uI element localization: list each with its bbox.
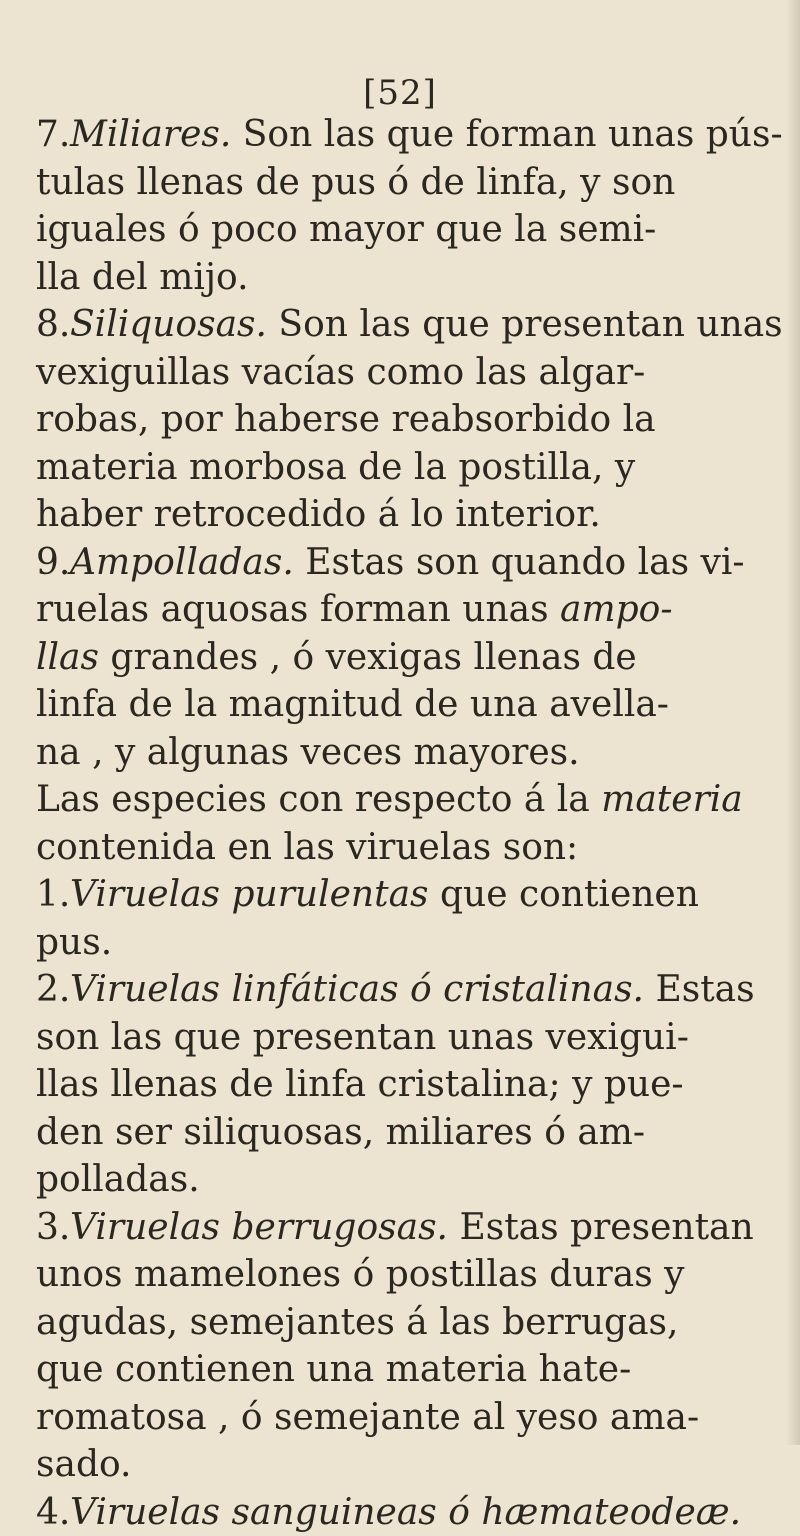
entry-text: materia morbosa de la postilla, y — [104, 444, 788, 492]
entry-text: haber retrocedido á lo interior. — [104, 491, 788, 539]
species-text: que contienen — [429, 874, 699, 915]
entry-text: iguales ó poco mayor que la semi- — [104, 206, 788, 254]
species-text: Estas presentan — [448, 1207, 754, 1248]
page-number: [52] — [0, 70, 800, 118]
species-number: 4. — [36, 1489, 70, 1536]
species-text: romatosa , ó semejante al yeso ama- — [104, 1394, 788, 1442]
species-term: Viruelas berrugosas. — [70, 1207, 448, 1248]
intro-text: Las especies con respecto á la — [36, 779, 601, 820]
entry-text: grandes , ó vexigas llenas de — [99, 637, 637, 678]
entry-7 — [36, 111, 788, 301]
species-text: Estas — [644, 969, 755, 1010]
species-term: Viruelas linfáticas ó cristalinas. — [70, 969, 644, 1010]
species-text: unos mamelones ó postillas duras y — [104, 1251, 788, 1299]
page-body — [36, 111, 788, 1536]
entry-number: 9. — [36, 539, 70, 587]
entry-text: Estas son quando las vi- — [294, 542, 745, 583]
species-text: sado. — [104, 1441, 788, 1489]
entry-text: robas, por haberse reabsorbido la — [104, 396, 788, 444]
species-3 — [36, 1204, 788, 1489]
entry-text: lla del mijo. — [104, 254, 788, 302]
species-1 — [36, 871, 788, 966]
entry-italic-term: llas — [36, 637, 99, 678]
entry-text: ruelas aquosas forman unas — [36, 589, 560, 630]
entry-9 — [36, 539, 788, 777]
species-text: pus. — [104, 919, 788, 967]
entry-term: Ampolladas. — [70, 542, 294, 583]
species-number: 3. — [36, 1204, 70, 1252]
intro-text: contenida en las viruelas son: — [104, 824, 788, 872]
species-text: que contienen una materia hate- — [104, 1346, 788, 1394]
species-text: agudas, semejantes á las berrugas, — [104, 1299, 788, 1347]
entry-text: Son las que presentan unas — [267, 304, 783, 345]
species-number: 1. — [36, 871, 70, 919]
species-term: Viruelas sanguineas ó hæmateodeæ. — [70, 1492, 741, 1533]
entry-text: Son las que forman unas pús- — [231, 114, 782, 155]
entry-term: Miliares. — [70, 114, 231, 155]
intro-italic-term: materia — [601, 779, 743, 820]
species-text: son las que presentan unas vexigui- — [104, 1014, 788, 1062]
species-text: den ser siliquosas, miliares ó am- — [104, 1109, 788, 1157]
entry-term: Siliquosas. — [70, 304, 267, 345]
species-number: 2. — [36, 966, 70, 1014]
entry-text: vexiguillas vacías como las algar- — [104, 349, 788, 397]
species-intro — [36, 776, 788, 871]
entry-italic-term: ampo- — [560, 589, 672, 630]
entry-number: 7. — [36, 111, 70, 159]
species-4 — [36, 1489, 788, 1536]
entry-8 — [36, 301, 788, 539]
entry-number: 8. — [36, 301, 70, 349]
entry-text: linfa de la magnitud de una avella- — [104, 681, 788, 729]
entry-text: na , y algunas veces mayores. — [104, 729, 788, 777]
species-text: polladas. — [104, 1156, 788, 1204]
species-text: llas llenas de linfa cristalina; y pue- — [104, 1061, 788, 1109]
entry-text: tulas llenas de pus ó de linfa, y son — [104, 159, 788, 207]
species-2 — [36, 966, 788, 1204]
species-term: Viruelas purulentas — [70, 874, 429, 915]
